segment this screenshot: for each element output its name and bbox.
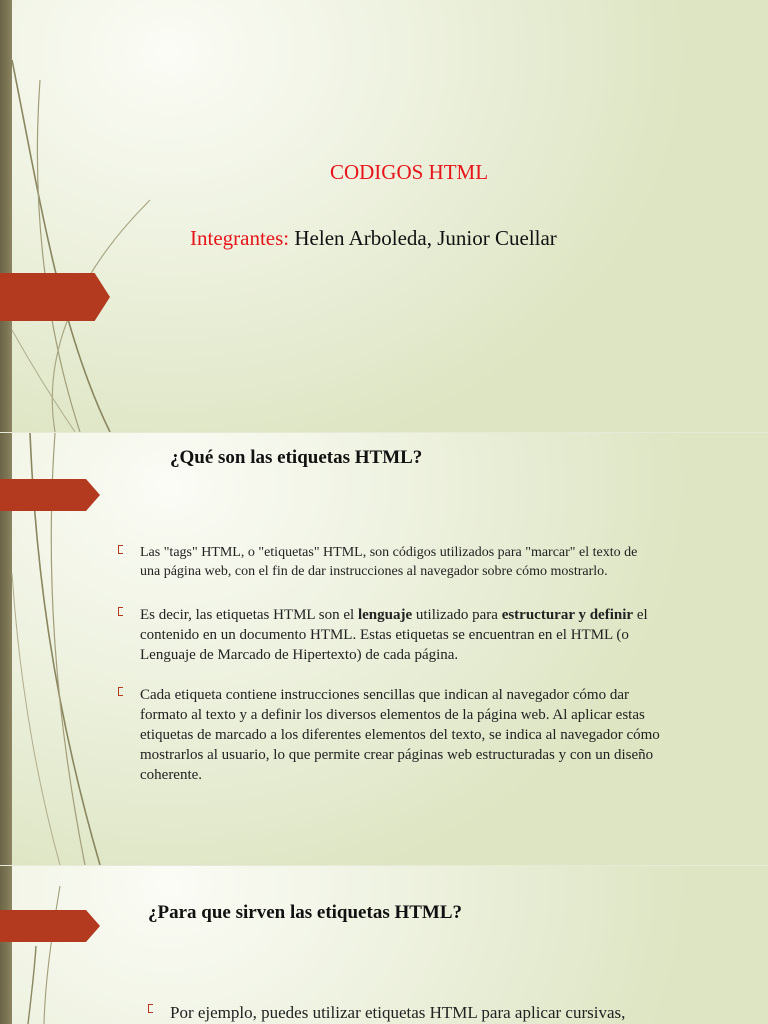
decorative-curves	[0, 866, 200, 1024]
bullet-icon	[118, 687, 123, 696]
members-names: Helen Arboleda, Junior Cuellar	[289, 226, 557, 250]
bullet-icon	[148, 1004, 153, 1013]
members-label: Integrantes:	[190, 226, 290, 250]
bullet-text-a: Es decir, las etiquetas HTML son el	[140, 607, 358, 623]
bullet-text: Cada etiqueta contiene instrucciones sencillas que indican al navegador cómo dar formato al texto y a definir los diversos elementos de la página web. Al aplicar estas etiquetas de marcado a los diferentes elementos del texto, se indica al navegador cómo mostrarlos al usuario, lo que permite crear páginas web estructuradas y con un diseño coherente.	[140, 687, 660, 783]
list-item	[140, 685, 660, 785]
list-item	[170, 1002, 750, 1024]
bullet-text-e: el contenido en un documento HTML. Estas etiquetas se encuentran en el HTML (o Lenguaje de Marcado de Hipertexto) de cada página.	[140, 607, 648, 663]
slide-title: CODIGOS HTML	[329, 160, 489, 184]
red-tab-marker	[0, 273, 110, 321]
bullet-icon	[118, 607, 123, 616]
section-heading: ¿Qué son las etiquetas HTML?	[170, 447, 423, 468]
bullet-icon	[118, 545, 123, 554]
red-tab-marker	[0, 479, 100, 511]
slide-3	[0, 866, 768, 1024]
slide-1	[0, 0, 768, 432]
bullet-text: Las "tags" HTML, o "etiquetas" HTML, son códigos utilizados para "marcar" el texto de una página web, con el fin de dar instrucciones al navegador sobre cómo mostrarlo.	[140, 545, 638, 579]
bullet-list	[140, 543, 660, 785]
red-tab-marker	[0, 910, 100, 942]
members-line	[190, 226, 557, 251]
decorative-curves	[0, 0, 200, 432]
bullet-bold-estructurar: estructurar y definir	[501, 607, 634, 623]
section-heading: ¿Para que sirven las etiquetas HTML?	[148, 902, 463, 923]
list-item	[140, 605, 660, 665]
bullet-bold-lenguaje: lenguaje	[357, 607, 413, 623]
bullet-list	[170, 1002, 750, 1024]
slide-2	[0, 433, 768, 865]
list-item	[140, 543, 660, 581]
bullet-text: Por ejemplo, puedes utilizar etiquetas HTML para aplicar cursivas,	[170, 1003, 626, 1022]
bullet-text-c: utilizado para	[412, 607, 502, 623]
